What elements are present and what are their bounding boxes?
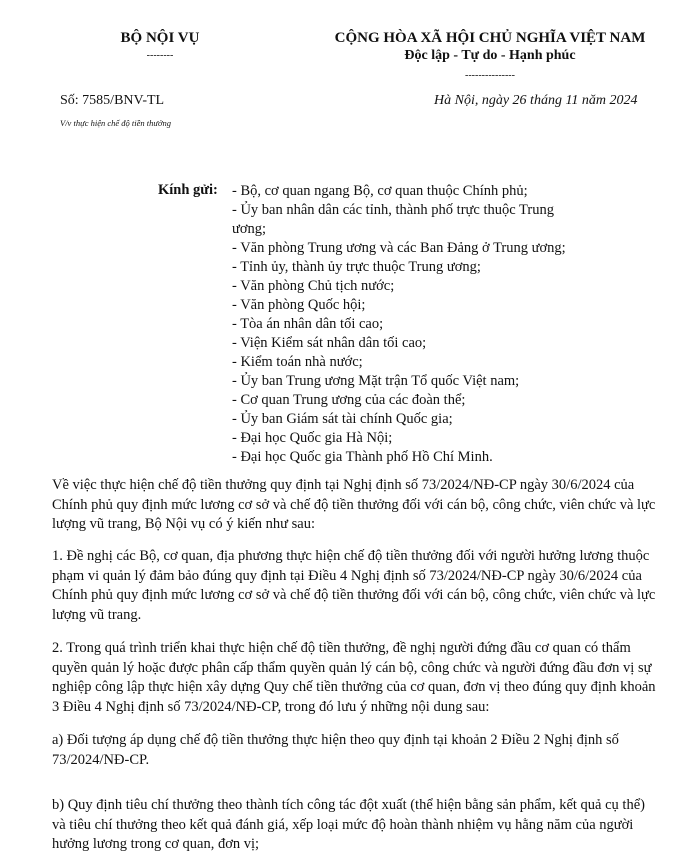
recipient-item: - Tòa án nhân dân tối cao; [232,316,384,332]
paragraph-line: lượng vũ trang, Bộ Nội vụ có ý kiến như sau: [52,516,316,532]
paragraph-line: b) Quy định tiêu chí thưởng theo thành tích công tác đột xuất (thể hiện bằng sản phẩm, kết quả cụ thể) [52,797,645,813]
recipient-item: - Tỉnh ủy, thành ủy trực thuộc Trung ương; [232,259,481,275]
item-2a-paragraph [52,731,672,770]
paragraph-line: quyền quản lý hoặc được phân cấp thẩm quyền quản lý cán bộ, công chức và người đứng đầu đơn vị sự [52,659,652,676]
recipient-item: - Ủy ban Giám sát tài chính Quốc gia; [232,411,453,427]
paragraph-line: hưởng lương trong cơ quan, đơn vị; [52,836,260,852]
recipient-item: - Bộ, cơ quan ngang Bộ, cơ quan thuộc Chính phủ; [232,183,528,199]
document-subject: V/v thực hiện chế độ tiền thưởng [60,118,172,128]
recipient-list [232,182,592,467]
paragraph-line: Chính phủ quy định mức lương cơ sở và chế độ tiền thưởng đối với cán bộ, công chức, viên chức và lực [52,496,656,513]
document-number: Số: 7585/BNV-TL [60,93,165,108]
paragraph-line: 3 Điều 4 Nghị định số 73/2024/NĐ-CP, trong đó lưu ý những nội dung sau: [52,698,490,715]
paragraph-line: phạm vi quản lý đảm bảo đúng quy định tại Điều 4 Nghị định số 73/2024/NĐ-CP ngày 30/6/2024 của [52,567,642,584]
item-2b-paragraph [52,796,672,855]
national-motto: Độc lập - Tự do - Hạnh phúc [404,48,576,63]
issuing-agency: BỘ NỘI VỤ [120,30,200,46]
paragraph-line: 2. Trong quá trình triển khai thực hiện chế độ tiền thưởng, đề nghị người đứng đầu cơ quan có thẩm [52,640,631,656]
paragraph-line: Về việc thực hiện chế độ tiền thưởng quy định tại Nghị định số 73/2024/NĐ-CP ngày 30/6/2024 của [52,477,635,493]
recipient-item: - Kiểm toán nhà nước; [232,354,363,370]
recipient-item: - Văn phòng Trung ương và các Ban Đảng ở Trung ương; [232,240,566,256]
paragraph-line: nghiệp công lập thực hiện xây dựng Quy chế tiền thưởng của cơ quan, đơn vị theo đúng quy định khoản [52,679,656,695]
item-2-paragraph [52,639,672,717]
paragraph-line: lượng vũ trang. [52,606,142,623]
place-and-date: Hà Nội, ngày 26 tháng 11 năm 2024 [434,93,638,108]
paragraph-line: a) Đối tượng áp dụng chế độ tiền thưởng thực hiện theo quy định tại khoản 2 Điều 2 Nghị định số [52,732,619,748]
recipient-item: - Ủy ban nhân dân các tỉnh, thành phố trực thuộc Trung [232,202,554,218]
recipient-item: - Đại học Quốc gia Hà Nội; [232,430,393,446]
recipients-label: Kính gửi: [158,182,218,198]
paragraph-line: 1. Đề nghị các Bộ, cơ quan, địa phương thực hiện chế độ tiền thưởng đối với người hưởng lương thuộc [52,548,650,564]
recipient-item: - Đại học Quốc gia Thành phố Hồ Chí Minh. [232,449,493,465]
paragraph-line: 73/2024/NĐ-CP. [52,751,150,768]
paragraph-line: Chính phủ quy định mức lương cơ sở và chế độ tiền thưởng đối với cán bộ, công chức, viên chức và lực [52,587,656,603]
recipient-item: - Văn phòng Quốc hội; [232,297,366,313]
recipient-item: - Văn phòng Chủ tịch nước; [232,278,395,294]
agency-underline: -------- [146,50,174,61]
recipient-item: - Ủy ban Trung ương Mặt trận Tổ quốc Việt nam; [232,373,520,389]
recipient-item: - Viện Kiểm sát nhân dân tối cao; [232,335,427,351]
recipient-item: ương; [232,221,267,237]
recipient-item: - Cơ quan Trung ương của các đoàn thể; [232,392,466,408]
intro-paragraph [52,476,672,535]
item-1-paragraph [52,547,672,625]
paragraph-line: và tiêu chí thưởng theo kết quả đánh giá, xếp loại mức độ hoàn thành nhiệm vụ hằng năm của người [52,816,634,833]
motto-underline: --------------- [465,70,515,81]
national-title: CỘNG HÒA XÃ HỘI CHỦ NGHĨA VIỆT NAM [334,30,646,46]
